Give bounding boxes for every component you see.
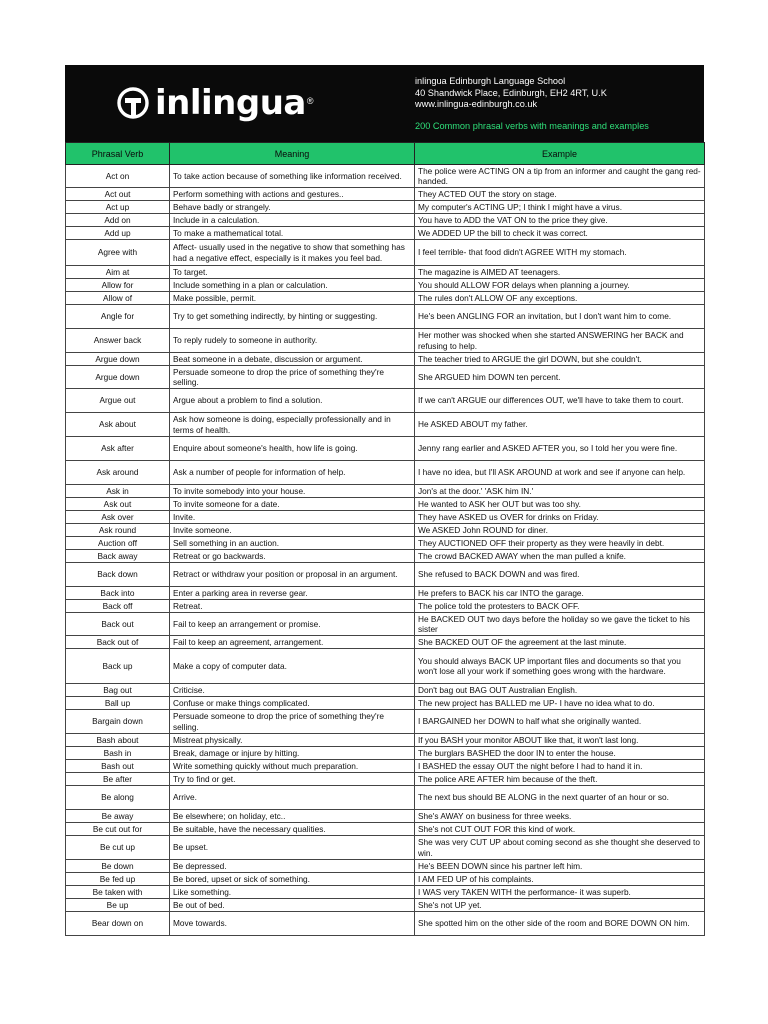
cell-example: She spotted him on the other side of the room and BORE DOWN ON him. (415, 912, 705, 936)
table-row (66, 437, 705, 461)
table-row (66, 214, 705, 227)
cell-meaning: To invite someone for a date. (170, 498, 415, 511)
cell-meaning: Fail to keep an agreement, arrangement. (170, 636, 415, 649)
cell-meaning: Retract or withdraw your position or proposal in an argument. (170, 563, 415, 587)
cell-example: We ASKED John ROUND for diner. (415, 524, 705, 537)
cell-verb: Aim at (66, 266, 170, 279)
cell-meaning: Enter a parking area in reverse gear. (170, 587, 415, 600)
table-row (66, 810, 705, 823)
table-row (66, 366, 705, 389)
school-info (415, 76, 649, 132)
cell-verb: Ask out (66, 498, 170, 511)
table-row (66, 188, 705, 201)
cell-verb: Add on (66, 214, 170, 227)
cell-verb: Be fed up (66, 873, 170, 886)
inlingua-logo-icon (117, 87, 149, 119)
cell-example: She's not CUT OUT FOR this kind of work. (415, 823, 705, 836)
table-row (66, 710, 705, 734)
cell-verb: Bash in (66, 747, 170, 760)
cell-example: The teacher tried to ARGUE the girl DOWN, but she couldn't. (415, 353, 705, 366)
cell-meaning: Affect- usually used in the negative to show that something has had a negative effect, especially is it makes you feel bad. (170, 240, 415, 266)
cell-meaning: Behave badly or strangely. (170, 201, 415, 214)
table-row (66, 734, 705, 747)
cell-example: They ACTED OUT the story on stage. (415, 188, 705, 201)
cell-example: She BACKED OUT OF the agreement at the last minute. (415, 636, 705, 649)
cell-verb: Ask after (66, 437, 170, 461)
table-row (66, 836, 705, 860)
phrasal-verbs-table (65, 142, 705, 936)
cell-example: He ASKED ABOUT my father. (415, 413, 705, 437)
cell-example: She's AWAY on business for three weeks. (415, 810, 705, 823)
cell-meaning: Criticise. (170, 684, 415, 697)
cell-verb: Answer back (66, 329, 170, 353)
cell-example: You should always BACK UP important files and documents so that you won't lose all your work if something goes wrong with the hardware. (415, 649, 705, 684)
table-row (66, 240, 705, 266)
table-row (66, 873, 705, 886)
cell-meaning: Ask a number of people for information of help. (170, 461, 415, 485)
cell-example: Don't bag out BAG OUT Australian English. (415, 684, 705, 697)
table-row (66, 886, 705, 899)
school-website[interactable]: www.inlingua-edinburgh.co.uk (415, 99, 538, 109)
cell-meaning: Be upset. (170, 836, 415, 860)
table-row (66, 823, 705, 836)
cell-verb: Ball up (66, 697, 170, 710)
cell-example: I have no idea, but I'll ASK AROUND at work and see if anyone can help. (415, 461, 705, 485)
cell-verb: Back into (66, 587, 170, 600)
cell-meaning: Ask how someone is doing, especially professionally and in terms of health. (170, 413, 415, 437)
cell-example: She ARGUED him DOWN ten percent. (415, 366, 705, 389)
cell-meaning: Invite someone. (170, 524, 415, 537)
cell-verb: Back away (66, 550, 170, 563)
cell-example: The rules don't ALLOW OF any exceptions. (415, 292, 705, 305)
cell-example: We ADDED UP the bill to check it was correct. (415, 227, 705, 240)
cell-meaning: Retreat or go backwards. (170, 550, 415, 563)
cell-example: I feel terrible- that food didn't AGREE WITH my stomach. (415, 240, 705, 266)
cell-verb: Agree with (66, 240, 170, 266)
cell-meaning: Invite. (170, 511, 415, 524)
cell-meaning: To target. (170, 266, 415, 279)
cell-verb: Act out (66, 188, 170, 201)
cell-meaning: Break, damage or injure by hitting. (170, 747, 415, 760)
cell-meaning: Be suitable, have the necessary qualities. (170, 823, 415, 836)
cell-verb: Be along (66, 786, 170, 810)
cell-example: I BARGAINED her DOWN to half what she originally wanted. (415, 710, 705, 734)
cell-meaning: Sell something in an auction. (170, 537, 415, 550)
table-row (66, 860, 705, 873)
table-row (66, 498, 705, 511)
cell-example: The next bus should BE ALONG in the next quarter of an hour or so. (415, 786, 705, 810)
header-banner (65, 65, 704, 142)
table-row (66, 485, 705, 498)
cell-meaning: Try to find or get. (170, 773, 415, 786)
cell-meaning: Be elsewhere; on holiday, etc.. (170, 810, 415, 823)
table-row (66, 201, 705, 214)
cell-verb: Add up (66, 227, 170, 240)
cell-example: You should ALLOW FOR delays when planning a journey. (415, 279, 705, 292)
logo-text: inlingua (155, 83, 306, 123)
table-row (66, 563, 705, 587)
table-row (66, 760, 705, 773)
cell-meaning: To reply rudely to someone in authority. (170, 329, 415, 353)
table-row (66, 279, 705, 292)
cell-verb: Ask around (66, 461, 170, 485)
cell-verb: Back out of (66, 636, 170, 649)
cell-example: I AM FED UP of his complaints. (415, 873, 705, 886)
cell-meaning: Make possible, permit. (170, 292, 415, 305)
table-row (66, 636, 705, 649)
cell-verb: Back off (66, 600, 170, 613)
cell-verb: Be taken with (66, 886, 170, 899)
cell-verb: Back down (66, 563, 170, 587)
cell-meaning: Persuade someone to drop the price of something they're selling. (170, 366, 415, 389)
table-row (66, 600, 705, 613)
cell-meaning: Include in a calculation. (170, 214, 415, 227)
cell-meaning: Try to get something indirectly, by hinting or suggesting. (170, 305, 415, 329)
cell-verb: Allow of (66, 292, 170, 305)
cell-meaning: To invite somebody into your house. (170, 485, 415, 498)
cell-verb: Be down (66, 860, 170, 873)
cell-example: He prefers to BACK his car INTO the garage. (415, 587, 705, 600)
cell-example: The magazine is AIMED AT teenagers. (415, 266, 705, 279)
table-row (66, 524, 705, 537)
inlingua-logo: inlingua ® (117, 81, 314, 125)
table-row (66, 389, 705, 413)
table-row (66, 899, 705, 912)
cell-example: If we can't ARGUE our differences OUT, we'll have to take them to court. (415, 389, 705, 413)
cell-meaning: Retreat. (170, 600, 415, 613)
table-row (66, 511, 705, 524)
cell-example: He's been ANGLING FOR an invitation, but I don't want him to come. (415, 305, 705, 329)
cell-example: Jenny rang earlier and ASKED AFTER you, so I told her you were fine. (415, 437, 705, 461)
cell-verb: Argue down (66, 353, 170, 366)
school-name: inlingua Edinburgh Language School (415, 76, 566, 86)
cell-meaning: Arrive. (170, 786, 415, 810)
table-row (66, 684, 705, 697)
cell-verb: Angle for (66, 305, 170, 329)
cell-verb: Argue out (66, 389, 170, 413)
cell-meaning: Make a copy of computer data. (170, 649, 415, 684)
cell-meaning: To take action because of something like information received. (170, 165, 415, 188)
cell-verb: Be cut up (66, 836, 170, 860)
cell-example: They have ASKED us OVER for drinks on Friday. (415, 511, 705, 524)
cell-verb: Allow for (66, 279, 170, 292)
cell-verb: Auction off (66, 537, 170, 550)
table-row (66, 353, 705, 366)
cell-meaning: Beat someone in a debate, discussion or argument. (170, 353, 415, 366)
table-row (66, 305, 705, 329)
table-row (66, 912, 705, 936)
cell-example: Jon's at the door.' 'ASK him IN.' (415, 485, 705, 498)
table-row (66, 587, 705, 600)
cell-verb: Ask about (66, 413, 170, 437)
cell-example: You have to ADD the VAT ON to the price they give. (415, 214, 705, 227)
cell-verb: Be away (66, 810, 170, 823)
cell-example: He's BEEN DOWN since his partner left him. (415, 860, 705, 873)
cell-verb: Ask in (66, 485, 170, 498)
cell-verb: Bag out (66, 684, 170, 697)
cell-meaning: Argue about a problem to find a solution. (170, 389, 415, 413)
cell-example: They AUCTIONED OFF their property as they were heavily in debt. (415, 537, 705, 550)
cell-example: I BASHED the essay OUT the night before I had to hand it in. (415, 760, 705, 773)
column-header-verb: Phrasal Verb (66, 143, 170, 165)
table-row (66, 165, 705, 188)
cell-meaning: Enquire about someone's health, how life is going. (170, 437, 415, 461)
cell-meaning: Fail to keep an arrangement or promise. (170, 613, 415, 636)
cell-example: He BACKED OUT two days before the holiday so we gave the ticket to his sister (415, 613, 705, 636)
cell-verb: Be cut out for (66, 823, 170, 836)
table-row (66, 773, 705, 786)
column-header-example: Example (415, 143, 705, 165)
cell-meaning: Be depressed. (170, 860, 415, 873)
cell-example: Her mother was shocked when she started ANSWERING her BACK and refusing to help. (415, 329, 705, 353)
cell-verb: Be after (66, 773, 170, 786)
cell-example: She was very CUT UP about coming second as she thought she deserved to win. (415, 836, 705, 860)
cell-meaning: Be bored, upset or sick of something. (170, 873, 415, 886)
cell-example: The police told the protesters to BACK OFF. (415, 600, 705, 613)
cell-meaning: Move towards. (170, 912, 415, 936)
cell-meaning: Confuse or make things complicated. (170, 697, 415, 710)
cell-example: The police were ACTING ON a tip from an informer and caught the gang red-handed. (415, 165, 705, 188)
cell-example: The burglars BASHED the door IN to enter the house. (415, 747, 705, 760)
table-row (66, 550, 705, 563)
cell-verb: Argue down (66, 366, 170, 389)
cell-example: My computer's ACTING UP; I think I might have a virus. (415, 201, 705, 214)
table-row (66, 786, 705, 810)
table-row (66, 227, 705, 240)
cell-meaning: Write something quickly without much preparation. (170, 760, 415, 773)
table-row (66, 266, 705, 279)
cell-meaning: Like something. (170, 886, 415, 899)
table-row (66, 413, 705, 437)
cell-verb: Ask over (66, 511, 170, 524)
table-row (66, 461, 705, 485)
cell-example: She refused to BACK DOWN and was fired. (415, 563, 705, 587)
cell-example: The crowd BACKED AWAY when the man pulled a knife. (415, 550, 705, 563)
table-row (66, 649, 705, 684)
cell-verb: Bash out (66, 760, 170, 773)
cell-verb: Bear down on (66, 912, 170, 936)
cell-example: The police ARE AFTER him because of the theft. (415, 773, 705, 786)
cell-meaning: To make a mathematical total. (170, 227, 415, 240)
cell-example: She's not UP yet. (415, 899, 705, 912)
table-row (66, 747, 705, 760)
cell-meaning: Persuade someone to drop the price of something they're selling. (170, 710, 415, 734)
cell-meaning: Perform something with actions and gestures.. (170, 188, 415, 201)
cell-example: I WAS very TAKEN WITH the performance- it was superb. (415, 886, 705, 899)
cell-verb: Ask round (66, 524, 170, 537)
cell-verb: Bargain down (66, 710, 170, 734)
cell-meaning: Include something in a plan or calculation. (170, 279, 415, 292)
cell-example: He wanted to ASK her OUT but was too shy. (415, 498, 705, 511)
table-row (66, 292, 705, 305)
column-header-meaning: Meaning (170, 143, 415, 165)
table-row (66, 537, 705, 550)
document-tagline: 200 Common phrasal verbs with meanings and examples (415, 120, 649, 131)
school-address: 40 Shandwick Place, Edinburgh, EH2 4RT, U.K (415, 87, 607, 98)
cell-meaning: Mistreat physically. (170, 734, 415, 747)
table-header-row (66, 143, 705, 165)
cell-example: If you BASH your monitor ABOUT like that, it won't last long. (415, 734, 705, 747)
cell-verb: Act up (66, 201, 170, 214)
cell-meaning: Be out of bed. (170, 899, 415, 912)
cell-verb: Back out (66, 613, 170, 636)
table-row (66, 697, 705, 710)
document-page (65, 65, 704, 936)
cell-verb: Back up (66, 649, 170, 684)
cell-verb: Act on (66, 165, 170, 188)
table-row (66, 329, 705, 353)
cell-example: The new project has BALLED me UP- I have no idea what to do. (415, 697, 705, 710)
cell-verb: Bash about (66, 734, 170, 747)
cell-verb: Be up (66, 899, 170, 912)
table-row (66, 613, 705, 636)
